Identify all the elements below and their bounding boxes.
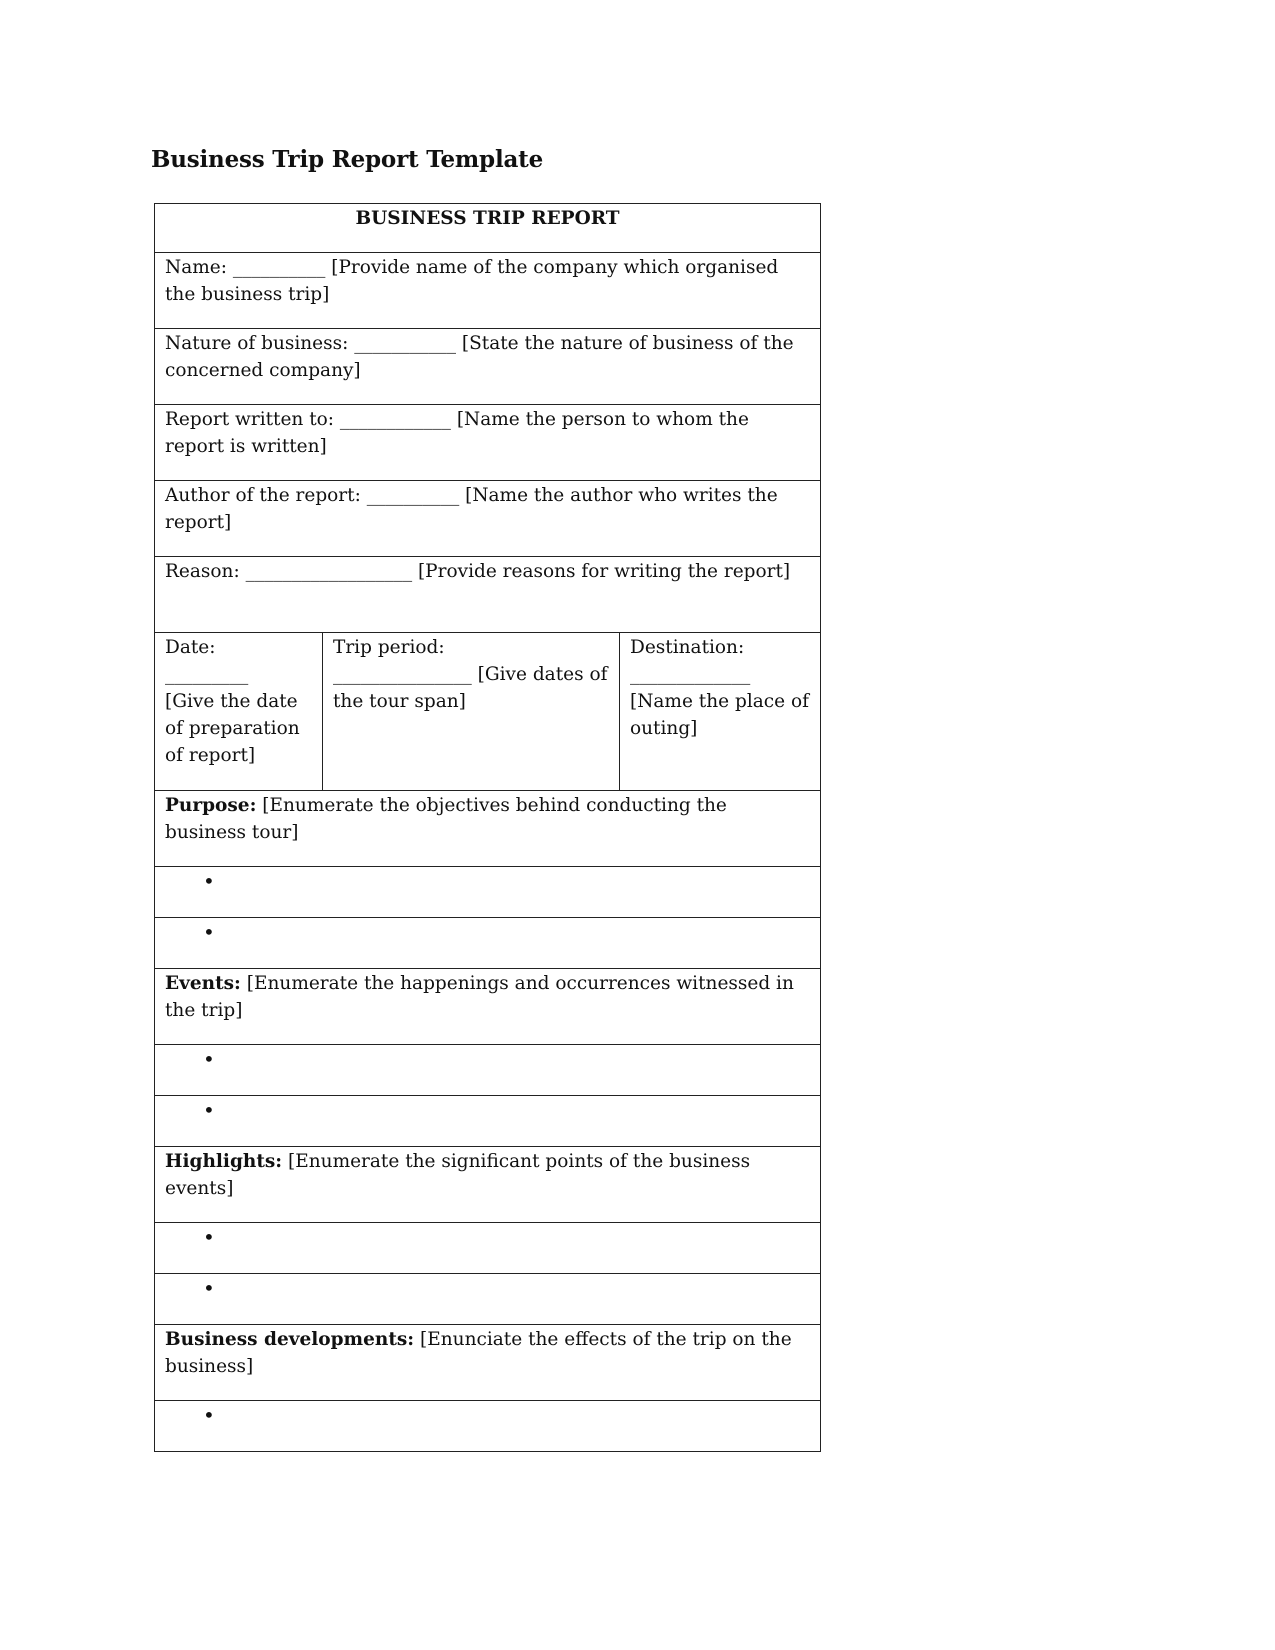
nature-blank: ___________ bbox=[354, 333, 456, 354]
bullet-icon: • bbox=[203, 920, 215, 944]
date-label: Date: bbox=[165, 637, 216, 658]
destination-blank: _____________ bbox=[630, 664, 751, 685]
reason-hint: [Provide reasons for writing the report] bbox=[417, 561, 791, 582]
reason-blank: __________________ bbox=[245, 561, 413, 582]
highlights-cell bbox=[155, 1147, 821, 1223]
developments-bullet-row-1 bbox=[155, 1401, 821, 1452]
trip-period-hint: [Give dates of the tour span] bbox=[333, 664, 608, 712]
events-bullet-cell-1 bbox=[155, 1045, 821, 1096]
purpose-row bbox=[155, 791, 821, 867]
nature-label: Nature of business: bbox=[165, 333, 349, 354]
reason-row bbox=[155, 557, 821, 633]
author-row bbox=[155, 481, 821, 557]
developments-row bbox=[155, 1325, 821, 1401]
date-blank: _________ bbox=[165, 664, 249, 685]
highlights-bullet-row-2 bbox=[155, 1274, 821, 1325]
purpose-bullet-row-1 bbox=[155, 867, 821, 918]
trip-period-blank: _______________ bbox=[333, 664, 472, 685]
purpose-cell bbox=[155, 791, 821, 867]
purpose-label: Purpose: bbox=[165, 795, 257, 816]
business-trip-report-table bbox=[154, 203, 821, 1452]
developments-hint: [Enunciate the effects of the trip on the business] bbox=[165, 1329, 792, 1377]
events-bullet-row-1 bbox=[155, 1045, 821, 1096]
bullet-icon: • bbox=[203, 1098, 215, 1122]
highlights-hint: [Enumerate the significant points of the business events] bbox=[165, 1151, 751, 1199]
date-hint: [Give the date of preparation of report] bbox=[165, 691, 300, 766]
reason-cell bbox=[155, 557, 821, 633]
highlights-label: Highlights: bbox=[165, 1151, 283, 1172]
written-to-label: Report written to: bbox=[165, 409, 335, 430]
author-blank: __________ bbox=[366, 485, 460, 506]
written-to-row bbox=[155, 405, 821, 481]
purpose-bullet-cell-1 bbox=[155, 867, 821, 918]
name-label: Name: bbox=[165, 257, 227, 278]
events-bullet-cell-2 bbox=[155, 1096, 821, 1147]
bullet-icon: • bbox=[203, 1225, 215, 1249]
developments-cell bbox=[155, 1325, 821, 1401]
written-to-cell bbox=[155, 405, 821, 481]
name-row bbox=[155, 253, 821, 329]
bullet-icon: • bbox=[203, 869, 215, 893]
highlights-bullet-cell-2 bbox=[155, 1274, 821, 1325]
highlights-bullet-cell-1 bbox=[155, 1223, 821, 1274]
reason-label: Reason: bbox=[165, 561, 240, 582]
highlights-row bbox=[155, 1147, 821, 1223]
author-cell bbox=[155, 481, 821, 557]
purpose-hint: [Enumerate the objectives behind conducting the business tour] bbox=[165, 795, 727, 843]
events-hint: [Enumerate the happenings and occurrences witnessed in the trip] bbox=[165, 973, 794, 1021]
written-to-hint: [Name the person to whom the report is written] bbox=[165, 409, 749, 457]
developments-bullet-cell-1 bbox=[155, 1401, 821, 1452]
author-hint: [Name the author who writes the report] bbox=[165, 485, 778, 533]
nature-hint: [State the nature of business of the concerned company] bbox=[165, 333, 794, 381]
name-blank: __________ bbox=[232, 257, 326, 278]
trip-period-label: Trip period: bbox=[333, 637, 445, 658]
destination-label: Destination: bbox=[630, 637, 745, 658]
table-header-row bbox=[155, 204, 821, 253]
page-title: Business Trip Report Template bbox=[151, 146, 544, 173]
date-cell bbox=[155, 633, 323, 791]
events-row bbox=[155, 969, 821, 1045]
bullet-icon: • bbox=[203, 1403, 215, 1427]
destination-hint: [Name the place of outing] bbox=[630, 691, 809, 739]
events-bullet-row-2 bbox=[155, 1096, 821, 1147]
purpose-bullet-row-2 bbox=[155, 918, 821, 969]
events-cell bbox=[155, 969, 821, 1045]
name-hint: [Provide name of the company which organised the business trip] bbox=[165, 257, 779, 305]
purpose-bullet-cell-2 bbox=[155, 918, 821, 969]
developments-label: Business developments: bbox=[165, 1329, 415, 1350]
name-cell bbox=[155, 253, 821, 329]
table-header: BUSINESS TRIP REPORT bbox=[155, 204, 821, 253]
bullet-icon: • bbox=[203, 1276, 215, 1300]
highlights-bullet-row-1 bbox=[155, 1223, 821, 1274]
author-label: Author of the report: bbox=[165, 485, 361, 506]
bullet-icon: • bbox=[203, 1047, 215, 1071]
nature-row bbox=[155, 329, 821, 405]
nature-cell bbox=[155, 329, 821, 405]
written-to-blank: ____________ bbox=[339, 409, 451, 430]
date-trip-destination-row bbox=[155, 633, 821, 791]
destination-cell bbox=[620, 633, 821, 791]
events-label: Events: bbox=[165, 973, 241, 994]
trip-period-cell bbox=[323, 633, 620, 791]
